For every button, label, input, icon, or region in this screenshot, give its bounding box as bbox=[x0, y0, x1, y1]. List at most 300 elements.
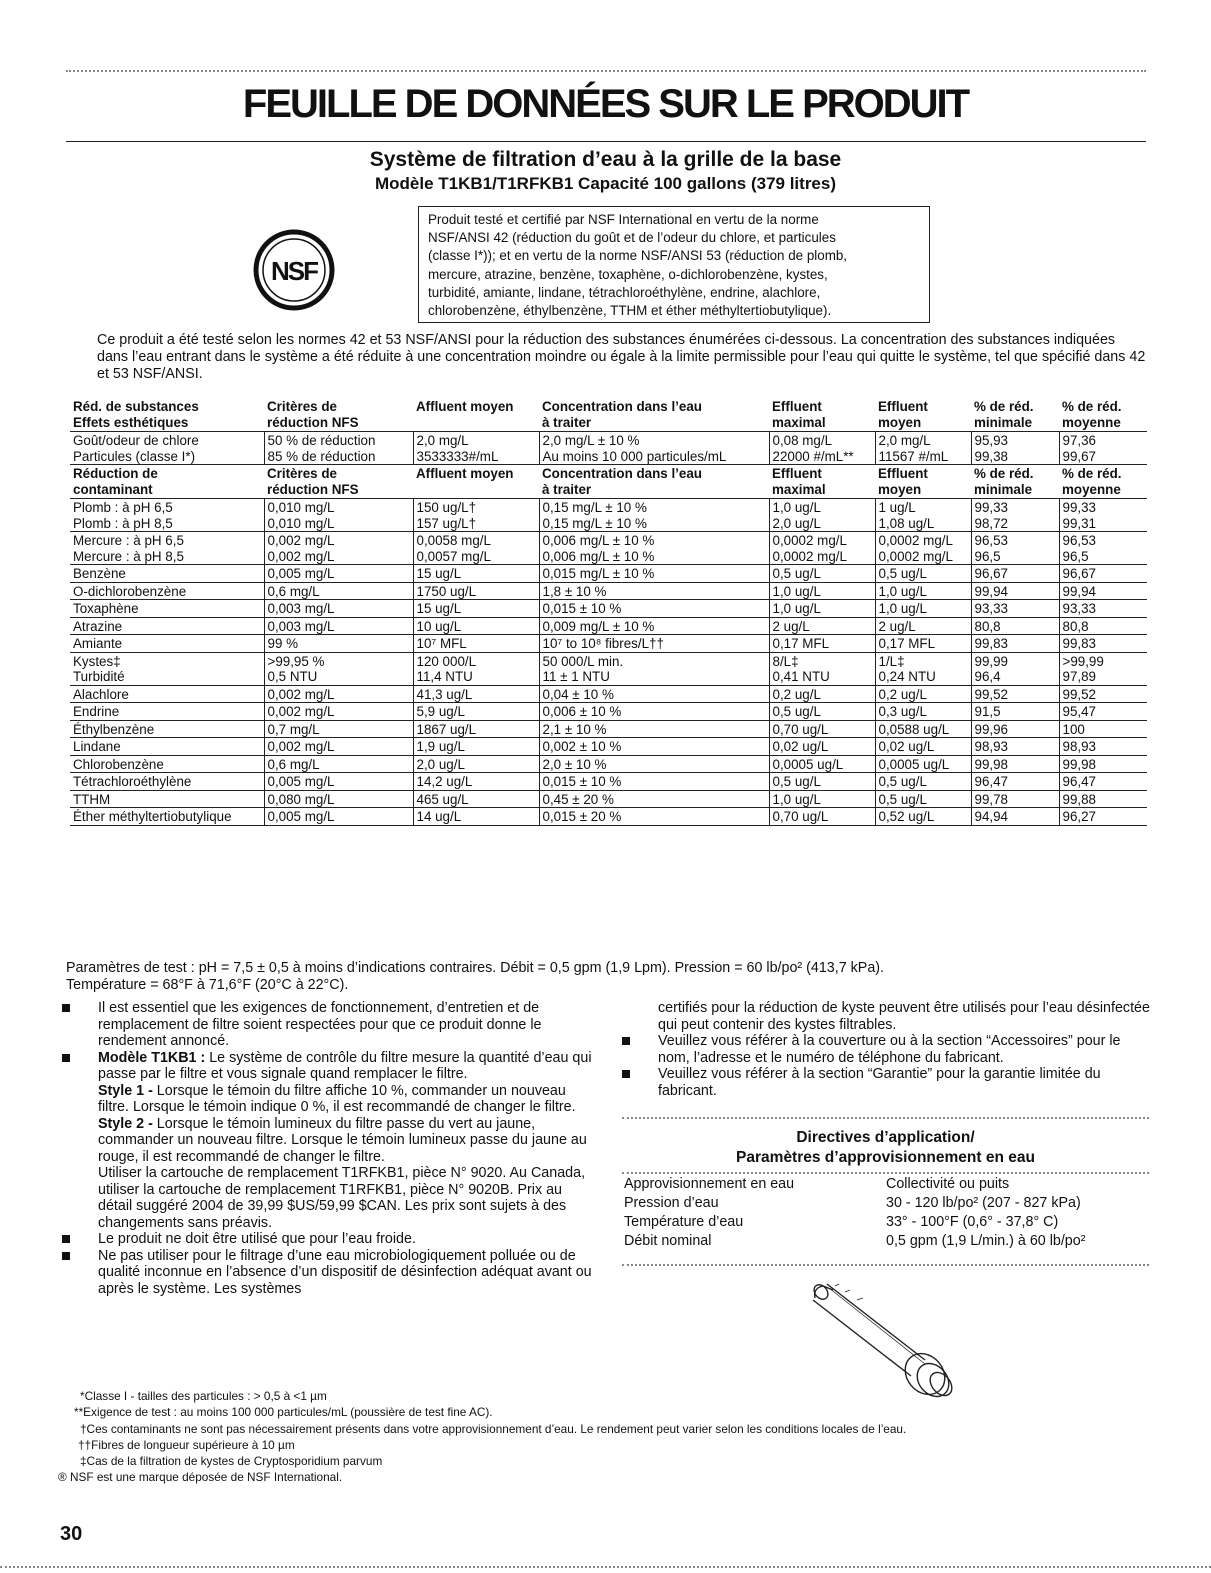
cell-line: 0,15 mg/L ± 10 % bbox=[542, 515, 647, 531]
cell-line: 1 ug/L bbox=[878, 500, 916, 515]
cell-line: 2,0 ug/L bbox=[416, 756, 465, 772]
cell-line: 120 000/L bbox=[416, 653, 477, 669]
cell-line: 0,5 ug/L bbox=[772, 566, 821, 581]
cell-line: 11,4 NTU bbox=[416, 669, 473, 684]
application-value: 33° - 100°F (0,6° - 37,8° C) bbox=[886, 1214, 1059, 1230]
cell-line: Mercure : à pH 8,5 bbox=[73, 548, 184, 564]
cell-line: 0,5 ug/L bbox=[772, 704, 821, 719]
cell-line: 99,88 bbox=[1062, 791, 1097, 807]
cell-line: 0,002 mg/L bbox=[267, 686, 335, 702]
table-cell bbox=[769, 617, 875, 635]
cell-line: 0,005 mg/L bbox=[267, 774, 335, 789]
cell-line: 10⁷ to 10⁸ fibres/L†† bbox=[542, 636, 664, 651]
application-value: 0,5 gpm (1,9 L/min.) à 60 lb/po² bbox=[886, 1233, 1086, 1249]
table-cell bbox=[971, 617, 1059, 635]
table-cell bbox=[70, 600, 264, 618]
cell-line: 0,7 mg/L bbox=[267, 721, 320, 737]
cell-line: Benzène bbox=[73, 566, 126, 581]
table-cell bbox=[539, 738, 769, 756]
table-cell bbox=[539, 773, 769, 791]
application-row bbox=[622, 1232, 1149, 1251]
style2-text: Lorsque le témoin lumineux du filtre passe du vert au jaune, commander un nouveau filtre. Lorsque le témoin lumineux passe du jaune au rouge, il est recommandé de changer le filtre. bbox=[98, 1115, 587, 1165]
application-label: Approvisionnement en eau bbox=[624, 1176, 795, 1192]
cell-line: 96,53 bbox=[1062, 533, 1097, 548]
test-parameters-line: Paramètres de test : pH = 7,5 ± 0,5 à moins d’indications contraires. Débit = 0,5 gpm (1,9 Lpm). Pression = 60 lb/po² (413,7 kPa). bbox=[66, 960, 885, 976]
cell-line: 99,38 bbox=[974, 448, 1009, 464]
cell-line: Atrazine bbox=[73, 618, 123, 634]
cell-line: 97,89 bbox=[1062, 669, 1097, 684]
cell-line: Tétrachloroéthylène bbox=[73, 774, 192, 789]
right-column bbox=[622, 1000, 1152, 1099]
bullet-square-icon bbox=[622, 1037, 630, 1045]
table-cell bbox=[539, 565, 769, 583]
cell-line: 98,93 bbox=[1062, 739, 1097, 754]
table-row bbox=[70, 703, 1147, 721]
cell-line: 0,6 mg/L bbox=[267, 583, 320, 599]
cell-line: Effluent bbox=[772, 466, 822, 481]
cell-line: 99,98 bbox=[1062, 756, 1097, 772]
cell-line: 15 ug/L bbox=[416, 601, 462, 616]
application-title-line2: Paramètres d’approvisionnement en eau bbox=[736, 1149, 1035, 1166]
cell-line: 96,53 bbox=[974, 533, 1009, 548]
table-row bbox=[70, 790, 1147, 808]
cell-line: 0,002 mg/L bbox=[267, 533, 335, 548]
cell-line: 11567 #/mL bbox=[878, 448, 949, 464]
column-header bbox=[70, 465, 264, 499]
cell-line: % de réd. bbox=[974, 399, 1034, 414]
model-capacity-line: Modèle T1KB1/T1RFKB1 Capacité 100 gallons (379 litres) bbox=[374, 174, 837, 193]
cell-line: 3533333#/mL bbox=[416, 448, 499, 464]
cell-line: Éther méthyltertiobutylique bbox=[73, 809, 232, 824]
table-cell bbox=[413, 773, 539, 791]
cell-line: 96,5 bbox=[1062, 548, 1089, 564]
column-header bbox=[413, 398, 539, 432]
table-cell bbox=[1059, 685, 1147, 703]
cell-line: Au moins 10 000 particules/mL bbox=[542, 448, 727, 464]
cell-line: 2,0 ± 10 % bbox=[542, 756, 607, 772]
cell-line: Plomb : à pH 6,5 bbox=[73, 500, 173, 515]
cell-line: 0,005 mg/L bbox=[267, 566, 335, 581]
cell-line: 41,3 ug/L bbox=[416, 686, 473, 702]
cell-line: 0,5 ug/L bbox=[878, 791, 927, 807]
cell-line: 0,3 ug/L bbox=[878, 704, 927, 719]
table-cell bbox=[875, 565, 971, 583]
table-cell bbox=[971, 499, 1059, 532]
table-cell bbox=[769, 808, 875, 826]
cyst-continuation: certifiés pour la réduction de kyste peuvent être utilisés pour l’eau désinfectée qui peut contenir des kystes filtrables. bbox=[658, 1000, 1150, 1033]
cell-line: 99,67 bbox=[1062, 448, 1097, 464]
application-top-dotted-rule bbox=[622, 1117, 1149, 1119]
table-cell bbox=[264, 738, 413, 756]
cell-line: contaminant bbox=[73, 481, 153, 497]
table-cell bbox=[413, 703, 539, 721]
table-cell bbox=[971, 685, 1059, 703]
table-row bbox=[70, 738, 1147, 756]
cell-line: Concentration dans l’eau bbox=[542, 399, 702, 414]
table-cell bbox=[769, 703, 875, 721]
cell-line: 0,080 mg/L bbox=[267, 791, 335, 807]
table-cell bbox=[875, 635, 971, 653]
table-cell bbox=[1059, 790, 1147, 808]
cell-line: 0,2 ug/L bbox=[772, 686, 821, 702]
cell-line: 0,010 mg/L bbox=[267, 500, 335, 515]
table-cell bbox=[70, 635, 264, 653]
table-cell bbox=[769, 685, 875, 703]
cell-line: % de réd. bbox=[1062, 466, 1122, 481]
bullet-warranty bbox=[622, 1066, 1152, 1099]
table-cell bbox=[264, 432, 413, 465]
certification-box bbox=[418, 206, 930, 323]
cell-line: 150 ug/L† bbox=[416, 500, 477, 515]
table-cell bbox=[769, 652, 875, 685]
cell-line: 14,2 ug/L bbox=[416, 774, 473, 789]
table-cell bbox=[413, 582, 539, 600]
table-cell bbox=[971, 755, 1059, 773]
table-cell bbox=[264, 652, 413, 685]
table-row bbox=[70, 652, 1147, 685]
cell-line: 0,003 mg/L bbox=[267, 601, 335, 616]
table-row bbox=[70, 499, 1147, 532]
cell-line: 99,94 bbox=[1062, 583, 1097, 599]
cell-line: 0,002 mg/L bbox=[267, 548, 335, 564]
cell-line: 22000 #/mL** bbox=[772, 448, 854, 464]
column-header bbox=[264, 465, 413, 499]
table-cell bbox=[264, 532, 413, 565]
table-cell bbox=[971, 773, 1059, 791]
table-cell bbox=[875, 773, 971, 791]
application-title-line1: Directives d’application/ bbox=[796, 1129, 975, 1146]
cell-line: 1750 ug/L bbox=[416, 583, 477, 599]
cell-line: 0,002 mg/L bbox=[267, 739, 335, 754]
cell-line: 0,17 MFL bbox=[772, 636, 830, 651]
table-cell bbox=[1059, 582, 1147, 600]
table-cell bbox=[70, 499, 264, 532]
cell-line: réduction NFS bbox=[267, 414, 359, 430]
cell-line: 1,0 ug/L bbox=[772, 583, 821, 599]
table-cell bbox=[264, 790, 413, 808]
table-row bbox=[70, 432, 1147, 465]
table-cell bbox=[769, 600, 875, 618]
table-cell bbox=[971, 532, 1059, 565]
cell-line: 1,08 ug/L bbox=[878, 515, 935, 531]
cell-line: 1867 ug/L bbox=[416, 721, 477, 737]
filter-cartridge-illustration bbox=[805, 1278, 965, 1398]
table-cell bbox=[413, 432, 539, 465]
cell-line: Concentration dans l’eau bbox=[542, 466, 702, 481]
cell-line: 99,52 bbox=[1062, 686, 1097, 702]
cell-line: 0,006 ± 10 % bbox=[542, 704, 622, 719]
table-row bbox=[70, 808, 1147, 826]
cell-line: 2,0 mg/L bbox=[878, 433, 931, 448]
table-cell bbox=[70, 808, 264, 826]
cell-line: 99,31 bbox=[1062, 515, 1097, 531]
cell-line: 0,010 mg/L bbox=[267, 515, 335, 531]
table-cell bbox=[1059, 652, 1147, 685]
cell-line: 0,02 ug/L bbox=[772, 739, 829, 754]
cell-line: 0,002 ± 10 % bbox=[542, 739, 622, 754]
cell-line: Affluent moyen bbox=[416, 466, 514, 481]
table-cell bbox=[769, 565, 875, 583]
column-header bbox=[971, 465, 1059, 499]
left-column bbox=[62, 1000, 592, 1297]
table-cell bbox=[264, 808, 413, 826]
cell-line: 0,002 mg/L bbox=[267, 704, 335, 719]
header-row bbox=[70, 465, 1147, 499]
footnote: ††Fibres de longueur supérieure à 10 µm bbox=[78, 1437, 295, 1452]
cell-line: 99,52 bbox=[974, 686, 1009, 702]
bullet-microbiological bbox=[62, 1248, 592, 1298]
table-cell bbox=[413, 635, 539, 653]
cell-line: 0,0005 ug/L bbox=[772, 756, 844, 772]
table-cell bbox=[875, 685, 971, 703]
bullet-text: Il est essentiel que les exigences de fonctionnement, d’entretien et de remplacement de filtre soient respectées pour que ce produit donne le rendement annoncé. bbox=[98, 1000, 542, 1049]
cell-line: 0,15 mg/L ± 10 % bbox=[542, 500, 647, 515]
cell-line: 99,33 bbox=[974, 500, 1009, 515]
table-cell bbox=[539, 685, 769, 703]
cell-line: 0,005 mg/L bbox=[267, 809, 335, 824]
cell-line: 98,93 bbox=[974, 739, 1009, 754]
style1-label: Style 1 - bbox=[98, 1082, 153, 1099]
cell-line: 14 ug/L bbox=[416, 809, 462, 824]
cell-line: 0,52 ug/L bbox=[878, 809, 935, 824]
table-cell bbox=[1059, 808, 1147, 826]
cell-line: 0,015 ± 10 % bbox=[542, 601, 622, 616]
cell-line: 1,8 ± 10 % bbox=[542, 583, 607, 599]
column-header bbox=[1059, 398, 1147, 432]
footnote: *Classe I - tailles des particules : > 0,5 à <1 µm bbox=[80, 1389, 327, 1403]
bottom-dotted-rule bbox=[0, 1566, 1211, 1568]
cell-line: 85 % de réduction bbox=[267, 448, 376, 464]
table-cell bbox=[875, 617, 971, 635]
cell-line: 0,015 ± 20 % bbox=[542, 809, 622, 824]
column-header bbox=[769, 398, 875, 432]
cell-line: 99,83 bbox=[974, 636, 1009, 651]
table-cell bbox=[971, 432, 1059, 465]
cell-line: 96,67 bbox=[1062, 566, 1097, 581]
table-cell bbox=[264, 617, 413, 635]
table-cell bbox=[971, 582, 1059, 600]
cell-line: 50 000/L min. bbox=[542, 653, 624, 669]
header-row bbox=[70, 398, 1147, 432]
application-label: Débit nominal bbox=[624, 1233, 712, 1249]
table-cell bbox=[971, 652, 1059, 685]
cell-line: Endrine bbox=[73, 704, 120, 719]
table-cell bbox=[539, 652, 769, 685]
table-cell bbox=[70, 703, 264, 721]
style2-label: Style 2 - bbox=[98, 1115, 153, 1132]
table-cell bbox=[264, 600, 413, 618]
table-cell bbox=[413, 617, 539, 635]
table-cell bbox=[264, 685, 413, 703]
cell-line: 0,70 ug/L bbox=[772, 721, 829, 737]
cell-line: Lindane bbox=[73, 739, 121, 754]
table-cell bbox=[769, 532, 875, 565]
cell-line: >99,99 bbox=[1062, 653, 1104, 669]
cell-line: 50 % de réduction bbox=[267, 433, 376, 448]
cell-line: 1,9 ug/L bbox=[416, 739, 465, 754]
cell-line: Effluent bbox=[772, 399, 822, 414]
cell-line: 0,08 mg/L bbox=[772, 433, 833, 448]
table-cell bbox=[264, 635, 413, 653]
table-cell bbox=[971, 703, 1059, 721]
table-row bbox=[70, 635, 1147, 653]
application-value: Collectivité ou puits bbox=[886, 1176, 1010, 1192]
table-cell bbox=[264, 720, 413, 738]
table-cell bbox=[769, 432, 875, 465]
table-cell bbox=[539, 703, 769, 721]
table-cell bbox=[1059, 532, 1147, 565]
cert-box-line: (classe I*)); et en vertu de la norme NSF/ANSI 53 (réduction de plomb, bbox=[428, 248, 848, 264]
top-dotted-rule bbox=[66, 70, 1146, 72]
cell-line: 0,17 MFL bbox=[878, 636, 936, 651]
table-row bbox=[70, 773, 1147, 791]
table-cell bbox=[1059, 755, 1147, 773]
title-rule bbox=[66, 141, 1146, 142]
cell-line: 95,93 bbox=[974, 433, 1009, 448]
table-cell bbox=[70, 582, 264, 600]
cell-line: 1,0 ug/L bbox=[772, 601, 821, 616]
cell-line: 96,67 bbox=[974, 566, 1009, 581]
cell-line: Kystes‡ bbox=[73, 653, 121, 669]
cell-line: 93,33 bbox=[974, 601, 1009, 616]
cell-line: 11 ± 1 NTU bbox=[542, 669, 610, 684]
cell-line: 0,2 ug/L bbox=[878, 686, 927, 702]
table-cell bbox=[539, 635, 769, 653]
table-cell bbox=[539, 755, 769, 773]
table-cell bbox=[875, 499, 971, 532]
cell-line: 96,47 bbox=[1062, 774, 1097, 789]
cell-line: 0,5 NTU bbox=[267, 669, 318, 684]
application-label: Pression d’eau bbox=[624, 1195, 719, 1211]
table-cell bbox=[875, 582, 971, 600]
bullet-square-icon bbox=[62, 1235, 70, 1243]
page-title: FEUILLE DE DONNÉES SUR LE PRODUIT bbox=[242, 82, 969, 126]
cell-line: 99,33 bbox=[1062, 500, 1097, 515]
table-cell bbox=[70, 617, 264, 635]
table-cell bbox=[769, 755, 875, 773]
table-cell bbox=[875, 600, 971, 618]
cell-line: 99 % bbox=[267, 636, 299, 651]
table-cell bbox=[1059, 720, 1147, 738]
cell-line: 91,5 bbox=[974, 704, 1001, 719]
cell-line: 96,27 bbox=[1062, 809, 1097, 824]
table-cell bbox=[1059, 499, 1147, 532]
cell-line: Critères de bbox=[267, 466, 337, 481]
table-cell bbox=[875, 532, 971, 565]
column-header bbox=[875, 398, 971, 432]
style1-text: Lorsque le témoin du filtre affiche 10 %, commander un nouveau filtre. Lorsque le témoin indique 0 %, il est recommandé de changer le filtre. bbox=[98, 1082, 576, 1115]
cell-line: Toxaphène bbox=[73, 601, 139, 616]
cell-line: 0,02 ug/L bbox=[878, 739, 935, 754]
table-cell bbox=[70, 685, 264, 703]
cell-line: 0,0058 mg/L bbox=[416, 533, 491, 548]
bullet-square-icon bbox=[62, 1004, 70, 1012]
cell-line: 1,0 ug/L bbox=[878, 583, 927, 599]
cell-line: TTHM bbox=[73, 791, 111, 807]
footnote: **Exigence de test : au moins 100 000 particules/mL (poussière de test fine AC). bbox=[74, 1405, 493, 1420]
table-row bbox=[70, 565, 1147, 583]
table-cell bbox=[1059, 738, 1147, 756]
table-cell bbox=[413, 685, 539, 703]
cell-line: Effluent bbox=[878, 399, 928, 414]
cell-line: Réduction de bbox=[73, 466, 158, 481]
cell-line: 0,41 NTU bbox=[772, 669, 830, 684]
table-cell bbox=[413, 600, 539, 618]
cell-line: 99,78 bbox=[974, 791, 1009, 807]
bullet-square-icon bbox=[622, 1070, 630, 1078]
table-row bbox=[70, 600, 1147, 618]
cell-line: Particules (classe I*) bbox=[73, 448, 196, 464]
cell-line: Affluent moyen bbox=[416, 399, 514, 414]
cell-line: 0,006 mg/L ± 10 % bbox=[542, 533, 655, 548]
table-cell bbox=[70, 532, 264, 565]
cell-line: 0,5 ug/L bbox=[878, 566, 927, 581]
table-cell bbox=[769, 582, 875, 600]
application-row bbox=[622, 1213, 1149, 1232]
page-number: 30 bbox=[60, 1523, 83, 1545]
cell-line: 0,015 ± 10 % bbox=[542, 774, 622, 789]
column-header bbox=[875, 465, 971, 499]
table-cell bbox=[971, 720, 1059, 738]
table-cell bbox=[413, 755, 539, 773]
table-cell bbox=[264, 755, 413, 773]
application-row bbox=[622, 1175, 1149, 1194]
cell-line: 99,94 bbox=[974, 583, 1009, 599]
table-row bbox=[70, 720, 1147, 738]
table-cell bbox=[539, 532, 769, 565]
cell-line: moyenne bbox=[1062, 414, 1121, 430]
cell-line: 100 bbox=[1062, 721, 1085, 737]
cell-line: maximal bbox=[772, 414, 826, 430]
performance-data-table bbox=[70, 398, 1147, 826]
table-cell bbox=[539, 582, 769, 600]
bullet-text: Le produit ne doit être utilisé que pour l’eau froide. bbox=[98, 1231, 416, 1247]
table-cell bbox=[413, 499, 539, 532]
table-cell bbox=[539, 499, 769, 532]
cell-line: 5,9 ug/L bbox=[416, 704, 465, 719]
cell-line: 93,33 bbox=[1062, 601, 1097, 616]
bullet-cold-water bbox=[62, 1231, 592, 1248]
table-cell bbox=[413, 738, 539, 756]
table-cell bbox=[70, 720, 264, 738]
cert-box-line: turbidité, amiante, lindane, tétrachloroéthylène, endrine, alachlore, bbox=[428, 284, 821, 300]
table-cell bbox=[769, 499, 875, 532]
table-cell bbox=[539, 432, 769, 465]
bullet-text: Le système de contrôle du filtre mesure la quantité d’eau qui passe par le filtre et vous signale quand remplacer le filtre. bbox=[98, 1049, 592, 1082]
cell-line: 0,0002 mg/L bbox=[772, 548, 847, 564]
cell-line: maximal bbox=[772, 481, 826, 497]
test-parameters bbox=[66, 960, 1146, 994]
table-cell bbox=[971, 790, 1059, 808]
table-cell bbox=[539, 600, 769, 618]
application-bottom-dotted-rule bbox=[622, 1264, 1149, 1266]
application-title bbox=[622, 1128, 1149, 1168]
cert-box-line: chlorobenzène, éthylbenzène, TTHM et éther méthyltertiobutylique). bbox=[428, 303, 832, 319]
cell-line: 15 ug/L bbox=[416, 566, 462, 581]
table-cell bbox=[413, 652, 539, 685]
table-cell bbox=[413, 565, 539, 583]
cell-line: 94,94 bbox=[974, 809, 1009, 824]
cell-line: 0,0002 mg/L bbox=[772, 533, 847, 548]
cell-line: 0,0057 mg/L bbox=[416, 548, 491, 564]
cell-line: 0,006 mg/L ± 10 % bbox=[542, 548, 655, 564]
cell-line: à traiter bbox=[542, 481, 592, 497]
table-cell bbox=[264, 499, 413, 532]
footnote: †Ces contaminants ne sont pas nécessairement présents dans votre approvisionnement d’eau. Le rendement peut varier selon les conditions locales de l’eau. bbox=[80, 1421, 907, 1436]
cell-line: 96,47 bbox=[974, 774, 1009, 789]
table-cell bbox=[70, 755, 264, 773]
table-cell bbox=[875, 720, 971, 738]
